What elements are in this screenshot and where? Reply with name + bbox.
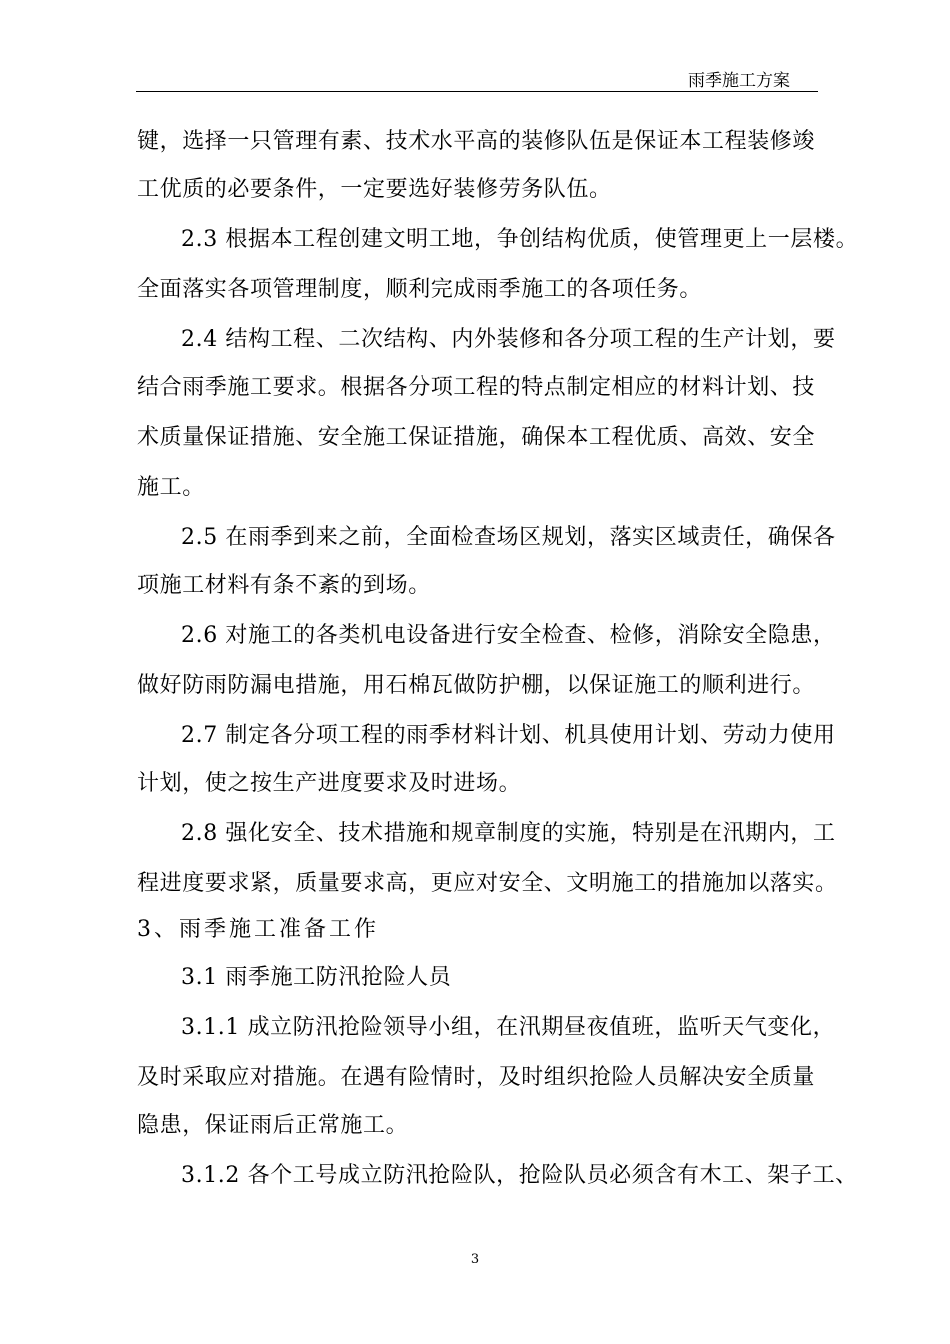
text-line: 3.1.1 成立防汛抢险领导小组，在汛期昼夜值班，监听天气变化， <box>181 1015 836 1040</box>
text-line: 项施工材料有条不紊的到场。 <box>137 573 431 598</box>
text-line: 2.3 根据本工程创建文明工地，争创结构优质，使管理更上一层楼。 <box>181 227 859 252</box>
text-line: 2.6 对施工的各类机电设备进行安全检查、检修，消除安全隐患， <box>181 623 836 648</box>
text-line: 2.7 制定各分项工程的雨季材料计划、机具使用计划、劳动力使用 <box>181 723 836 748</box>
text-line: 2.8 强化安全、技术措施和规章制度的实施，特别是在汛期内，工 <box>181 821 836 846</box>
text-line: 2.5 在雨季到来之前，全面检查场区规划，落实区域责任，确保各 <box>181 525 836 550</box>
text-line: 计划，使之按生产进度要求及时进场。 <box>137 771 522 796</box>
subsection-heading: 3.1 雨季施工防汛抢险人员 <box>181 965 452 990</box>
text-line: 做好防雨防漏电措施，用石棉瓦做防护棚，以保证施工的顺利进行。 <box>137 673 816 698</box>
text-line: 2.4 结构工程、二次结构、内外装修和各分项工程的生产计划，要 <box>181 327 836 352</box>
text-line: 键，选择一只管理有素、技术水平高的装修队伍是保证本工程装修竣 <box>137 129 816 154</box>
text-line: 结合雨季施工要求。根据各分项工程的特点制定相应的材料计划、技 <box>137 375 816 400</box>
text-line: 工优质的必要条件，一定要选好装修劳务队伍。 <box>137 177 612 202</box>
text-line: 施工。 <box>137 475 205 500</box>
text-line: 程进度要求紧，质量要求高，更应对安全、文明施工的措施加以落实。 <box>137 871 838 896</box>
page-number: 3 <box>470 1252 480 1267</box>
text-line: 及时采取应对措施。在遇有险情时，及时组织抢险人员解决安全质量 <box>137 1065 816 1090</box>
section-heading: 3、雨季施工准备工作 <box>137 917 379 942</box>
text-line: 隐患，保证雨后正常施工。 <box>137 1113 409 1138</box>
page-header-title: 雨季施工方案 <box>688 71 790 91</box>
text-line: 全面落实各项管理制度，顺利完成雨季施工的各项任务。 <box>137 277 703 302</box>
header-rule <box>136 91 818 92</box>
text-line: 术质量保证措施、安全施工保证措施，确保本工程优质、高效、安全 <box>137 425 816 450</box>
text-line: 3.1.2 各个工号成立防汛抢险队，抢险队员必须含有木工、架子工、 <box>181 1163 858 1188</box>
